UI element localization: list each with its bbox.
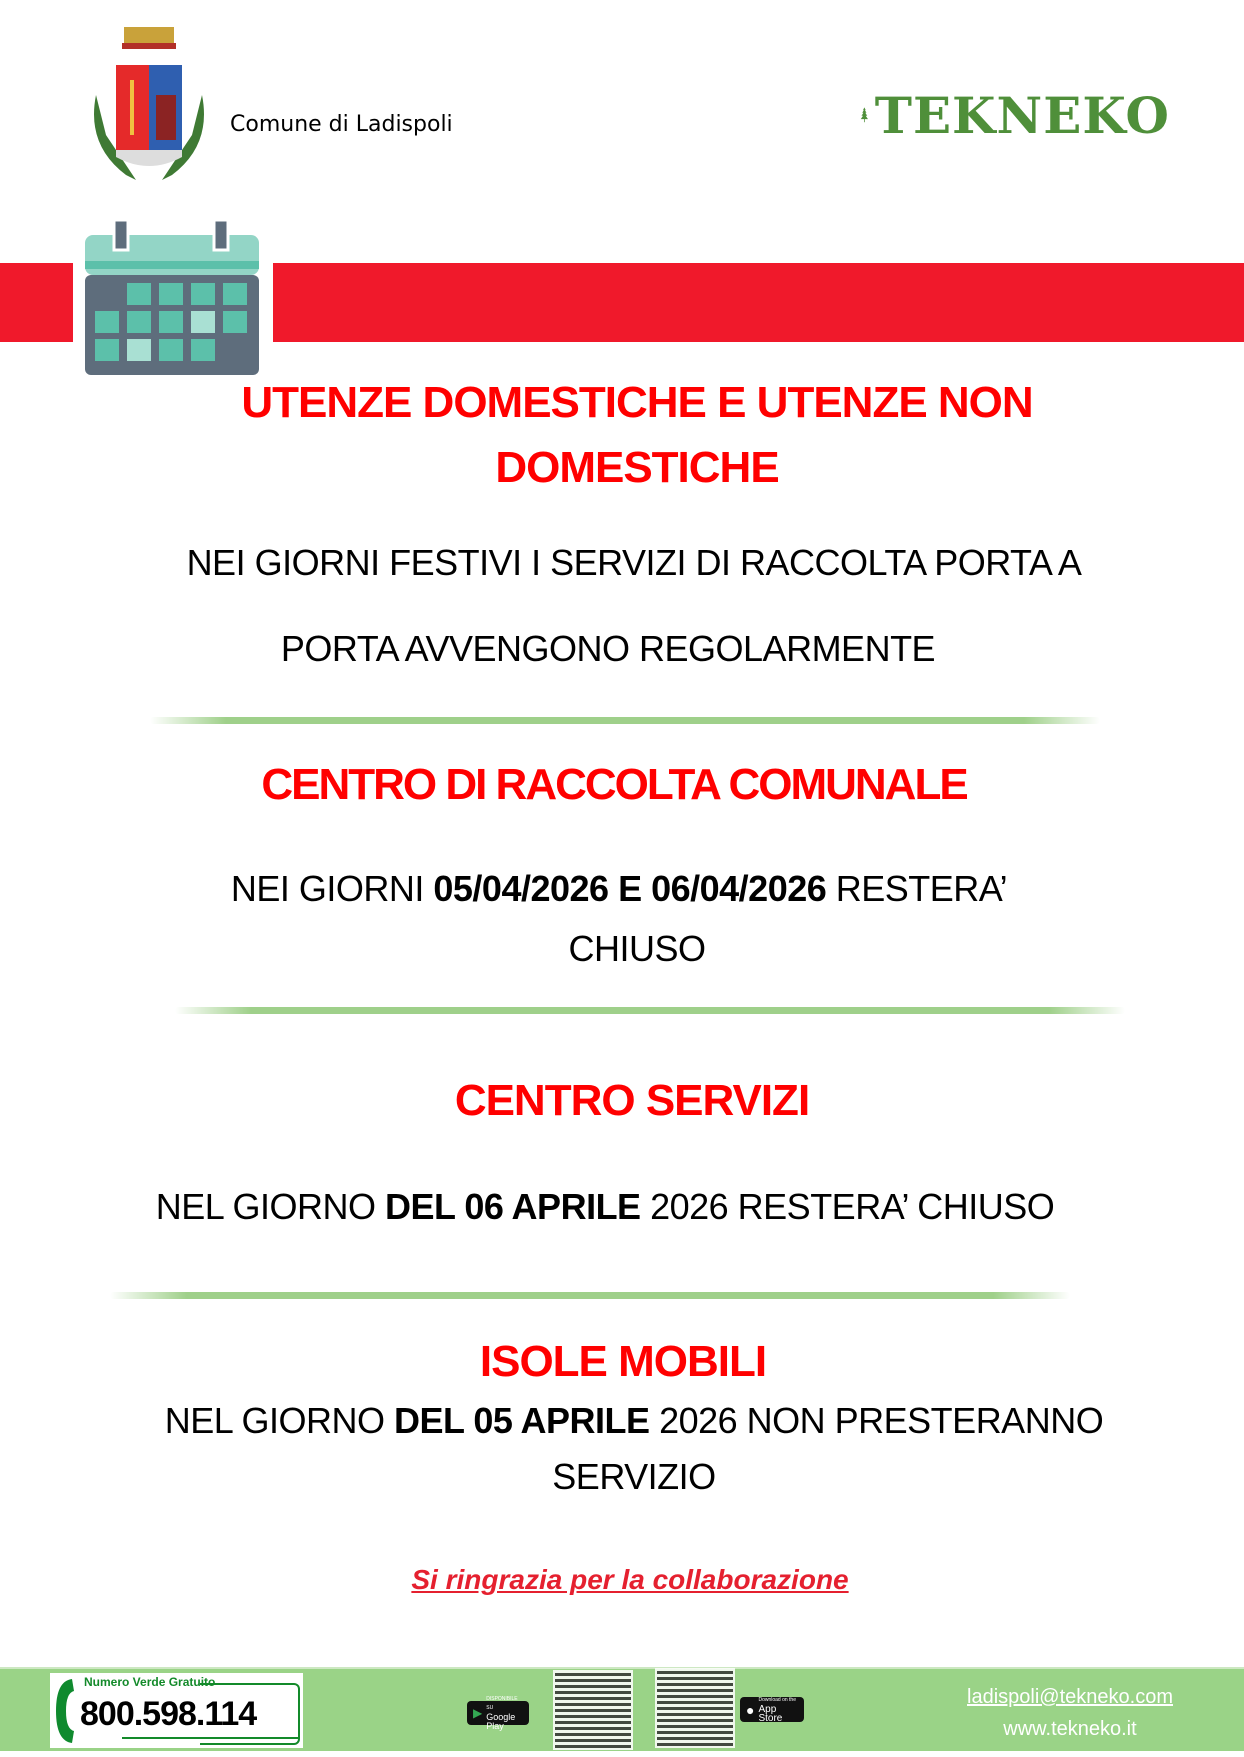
section-body-centro-raccolta: NEI GIORNI 05/04/2026 E 06/04/2026 RESTERA’ — [230, 868, 1008, 909]
section-body-centro-raccolta-line2: CHIUSO — [568, 928, 706, 969]
section-body-isole-mobili: NEL GIORNO DEL 05 APRILE 2026 NON PRESTERANNO — [164, 1400, 1104, 1441]
pine-tree-icon — [860, 75, 869, 155]
section-title-centro-servizi: CENTRO SERVIZI — [454, 1076, 810, 1125]
numero-verde-underline — [122, 1737, 300, 1739]
numero-verde-label: Numero Verde Gratuito — [84, 1675, 216, 1689]
thanks-note: Si ringrazia per la collaborazione — [411, 1564, 849, 1595]
tekneko-logo — [860, 70, 1170, 160]
website-link[interactable]: www.tekneko.it — [1003, 1718, 1137, 1740]
divider — [175, 1007, 1125, 1014]
divider — [110, 1292, 1070, 1299]
qr-code-android[interactable] — [553, 1670, 633, 1750]
qr-code-ios[interactable] — [655, 1668, 735, 1748]
divider — [150, 717, 1100, 724]
email-link[interactable]: ladispoli@tekneko.com — [967, 1686, 1173, 1708]
section-body-utenze-line2: PORTA AVVENGONO REGOLARMENTE — [280, 628, 936, 669]
app-store-badge[interactable]: ● Download on the App Store — [740, 1697, 804, 1722]
phone-number[interactable]: 800.598.114 — [80, 1695, 257, 1733]
section-title-isole-mobili: ISOLE MOBILI — [479, 1337, 767, 1386]
tekneko-wordmark: TEKNEKO — [874, 85, 1170, 145]
section-title-centro-raccolta: CENTRO DI RACCOLTA COMUNALE — [261, 760, 967, 809]
municipality-name: Comune di Ladispoli — [230, 112, 453, 137]
municipal-crest-logo — [86, 25, 212, 190]
section-title-utenze-line2: DOMESTICHE — [495, 443, 779, 492]
google-play-icon: ▶ — [473, 1706, 483, 1720]
calendar-icon — [73, 215, 273, 378]
google-play-badge[interactable]: ▶ DISPONIBILE SU Google Play — [467, 1701, 529, 1725]
section-body-centro-servizi: NEL GIORNO DEL 06 APRILE 2026 RESTERA’ CHIUSO — [155, 1186, 1055, 1227]
section-body-isole-mobili-line2: SERVIZIO — [552, 1456, 716, 1497]
phone-icon — [52, 1677, 76, 1745]
apple-icon: ● — [746, 1701, 755, 1718]
section-body-utenze: NEI GIORNI FESTIVI I SERVIZI DI RACCOLTA PORTA A — [186, 542, 1082, 583]
section-title-utenze: UTENZE DOMESTICHE E UTENZE NON — [241, 378, 1033, 427]
numero-verde-box — [50, 1673, 303, 1748]
